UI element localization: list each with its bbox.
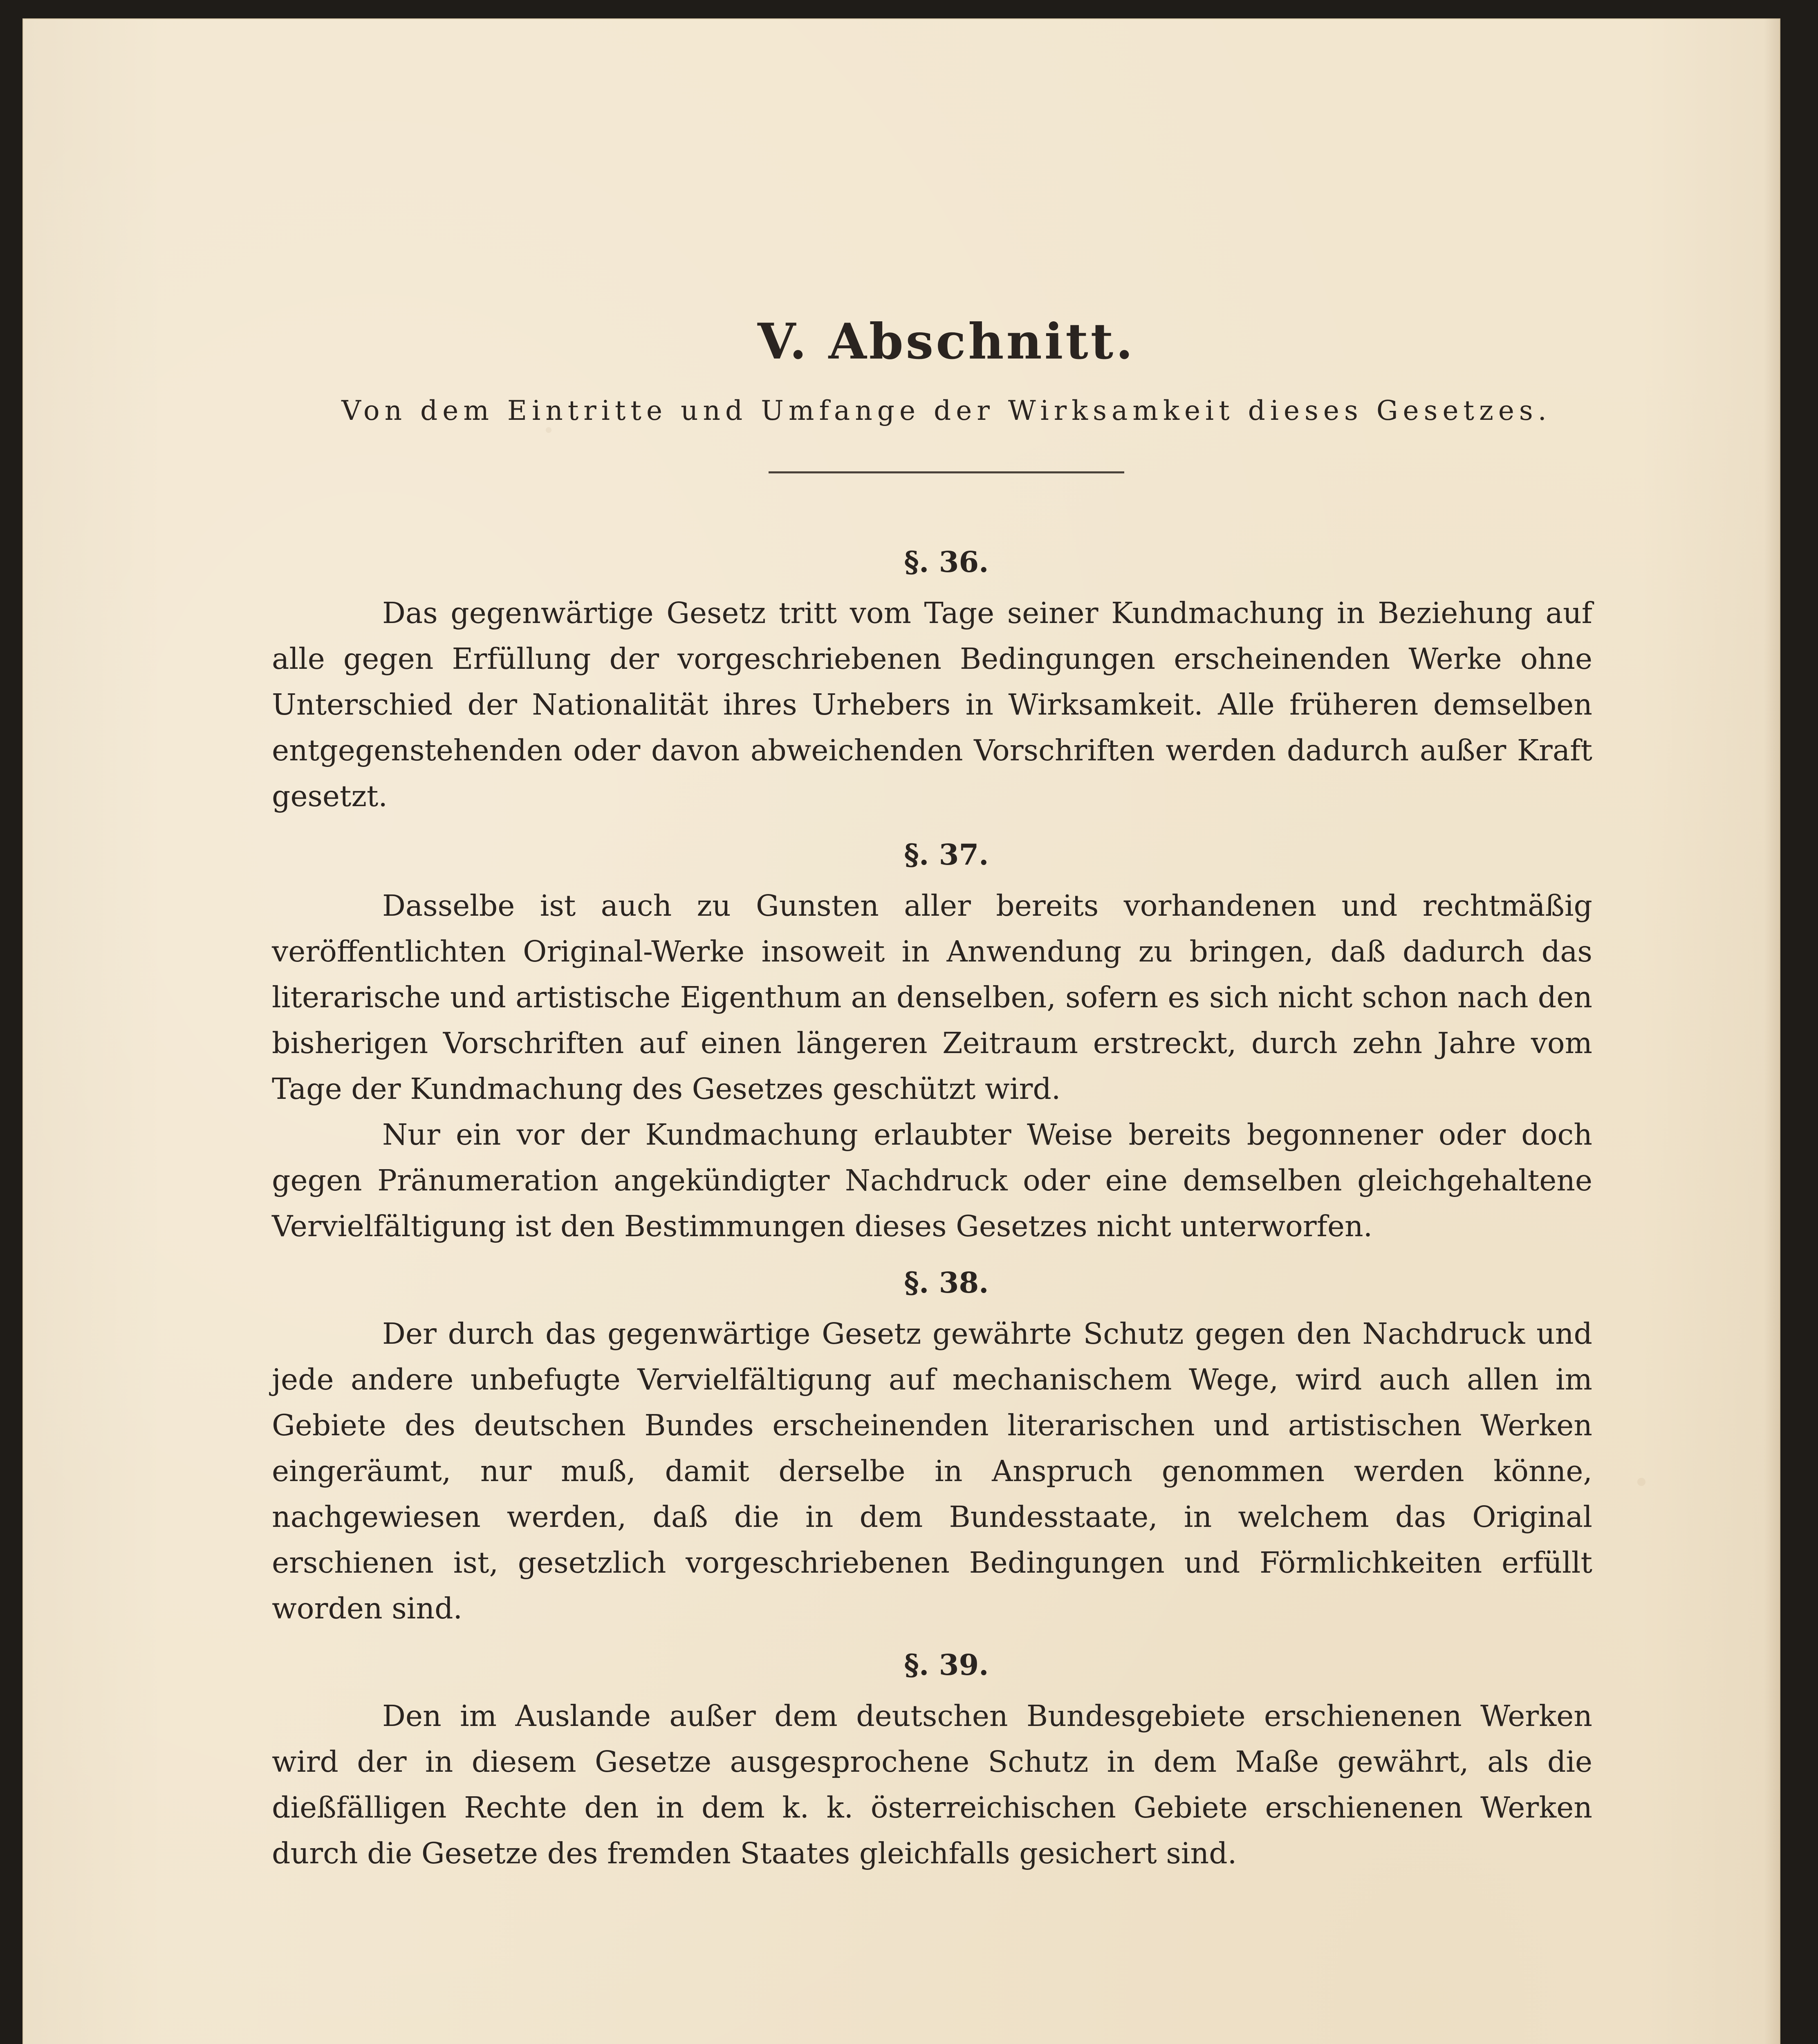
chapter-subtitle: Von dem Eintritte und Umfange der Wirksamkeit dieses Gesetzes. bbox=[341, 395, 1551, 426]
paper-spot bbox=[1637, 1478, 1645, 1486]
title-divider bbox=[769, 471, 1124, 473]
section-38-paragraph: Der durch das gegenwärtige Gesetz gewährte Schutz gegen den Nachdruck und jede andere unbefugte Vervielfältigung auf mechanischem Wege, wird auch allen im Gebiete des deutschen Bundes erscheinenden literarischen und artistischen Werken eingeräumt, nur muß, damit derselbe in Anspruch genommen werden könne, nachgewiesen werden, daß die in dem Bundesstaate, in welchem das Original erschienen ist, gesetzlich vorgeschriebenen Bedingungen und Förmlichkeiten erfüllt worden sind. bbox=[272, 1317, 1592, 1625]
page-edge-shadow bbox=[1764, 18, 1780, 2044]
document-page bbox=[22, 18, 1780, 2044]
section-heading-39: §. 39. bbox=[904, 1648, 989, 1682]
section-heading-37: §. 37. bbox=[904, 838, 989, 872]
section-39-paragraph: Den im Auslande außer dem deutschen Bundesgebiete erschienenen Werken wird der in diesem Gesetze ausgesprochene Schutz in dem Maße gewährt, als die dießfälligen Rechte den in dem k. k. österreichischen Gebiete erschienenen Werken durch die Gesetze des fremden Staates gleichfalls gesichert sind. bbox=[272, 1699, 1592, 1870]
section-heading-38: §. 38. bbox=[904, 1266, 989, 1300]
section-37-paragraph-2: Nur ein vor der Kundmachung erlaubter Weise bereits begonnener oder doch gegen Pränumeration angekündigter Nachdruck oder eine demselben gleichgehaltene Vervielfältigung ist den Bestimmungen dieses Gesetzes nicht unterworfen. bbox=[272, 1118, 1592, 1243]
document-body bbox=[272, 313, 1592, 1876]
section-37-paragraph-1: Dasselbe ist auch zu Gunsten aller bereits vorhandenen und rechtmäßig veröffentlichten Original-Werke insoweit in Anwendung zu bringen, daß dadurch das literarische und artistische Eigenthum an denselben, sofern es sich nicht schon nach den bisherigen Vorschriften auf einen längeren Zeitraum erstreckt, durch zehn Jahre vom Tage der Kundmachung des Gesetzes geschützt wird. bbox=[272, 889, 1592, 1106]
chapter-title: V. Abschnitt. bbox=[757, 313, 1136, 370]
section-heading-36: §. 36. bbox=[904, 545, 989, 579]
section-36-paragraph: Das gegenwärtige Gesetz tritt vom Tage seiner Kundmachung in Beziehung auf alle gegen Erfüllung der vorgeschriebenen Bedingungen erscheinenden Werke ohne Unterschied der Nationalität ihres Urhebers in Wirksamkeit. Alle früheren demselben entgegenstehenden oder davon abweichenden Vorschriften werden dadurch außer Kraft gesetzt. bbox=[272, 596, 1592, 813]
